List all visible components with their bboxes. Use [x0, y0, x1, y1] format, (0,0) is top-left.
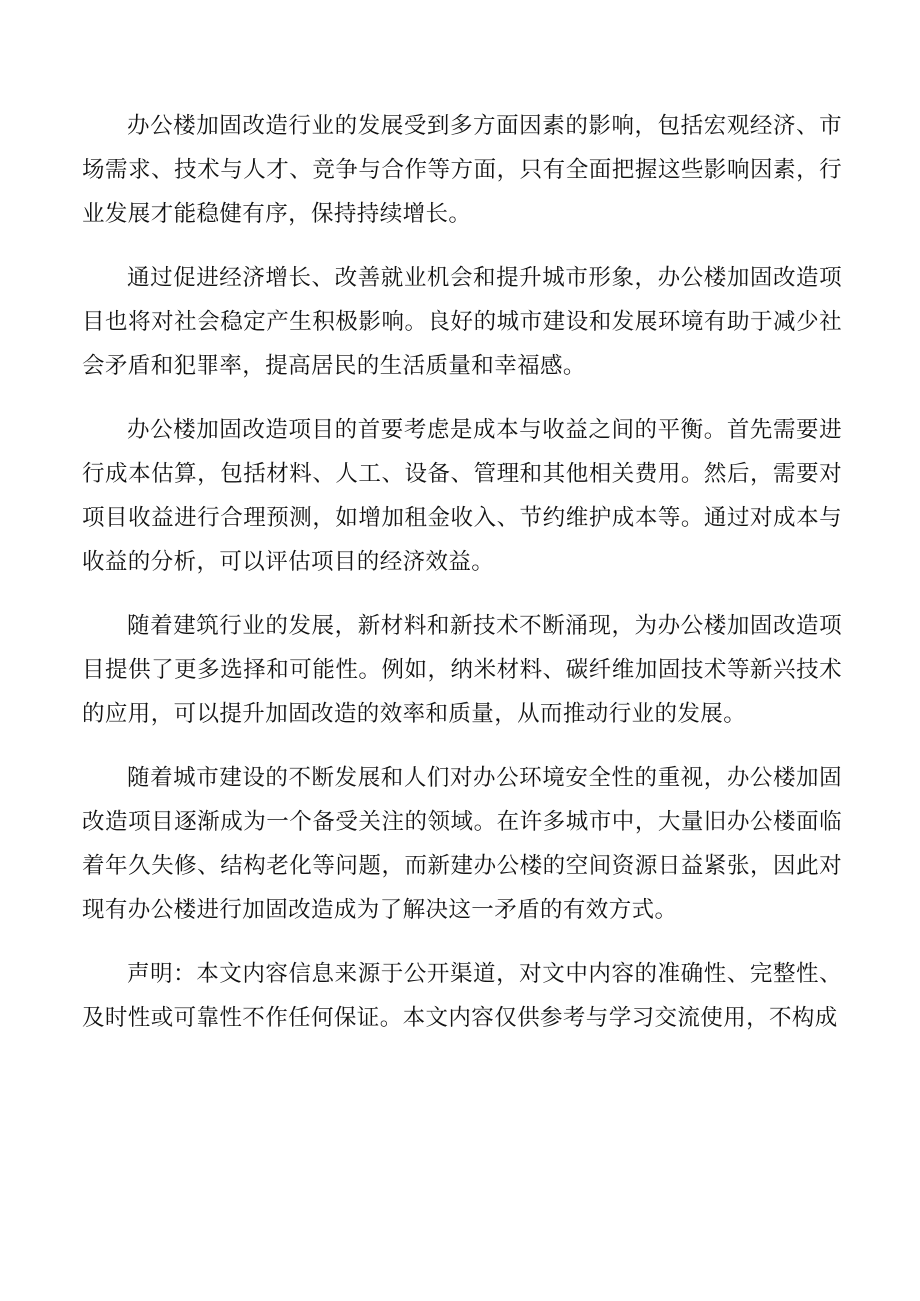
- paragraph-social-stability: 通过促进经济增长、改善就业机会和提升城市形象，办公楼加固改造项目也将对社会稳定产生积极影响。良好的城市建设和发展环境有助于减少社会矛盾和犯罪率，提高居民的生活质量和幸福感。: [82, 265, 842, 379]
- paragraph-cost-benefit: 办公楼加固改造项目的首要考虑是成本与收益之间的平衡。首先需要进行成本估算，包括材料、人工、设备、管理和其他相关费用。然后，需要对项目收益进行合理预测，如增加租金收入、节约维护成本等。通过对成本与收益的分析，可以评估项目的经济效益。: [82, 417, 842, 575]
- document-body: [82, 104, 842, 1040]
- paragraph-urban-development: 随着城市建设的不断发展和人们对办公环境安全性的重视，办公楼加固改造项目逐渐成为一个备受关注的领域。在许多城市中，大量旧办公楼面临着年久失修、结构老化等问题，而新建办公楼的空间资源日益紧张，因此对现有办公楼进行加固改造成为了解决这一矛盾的有效方式。: [82, 765, 842, 923]
- paragraph-new-materials: 随着建筑行业的发展，新材料和新技术不断涌现，为办公楼加固改造项目提供了更多选择和可能性。例如，纳米材料、碳纤维加固技术等新兴技术的应用，可以提升加固改造的效率和质量，从而推动行业的发展。: [82, 613, 842, 727]
- paragraph-disclaimer: 声明：本文内容信息来源于公开渠道，对文中内容的准确性、完整性、及时性或可靠性不作任何保证。本文内容仅供参考与学习交流使用，不构成: [82, 961, 842, 1031]
- paragraph-industry-factors: 办公楼加固改造行业的发展受到多方面因素的影响，包括宏观经济、市场需求、技术与人才、竞争与合作等方面，只有全面把握这些影响因素，行业发展才能稳健有序，保持持续增长。: [82, 113, 842, 227]
